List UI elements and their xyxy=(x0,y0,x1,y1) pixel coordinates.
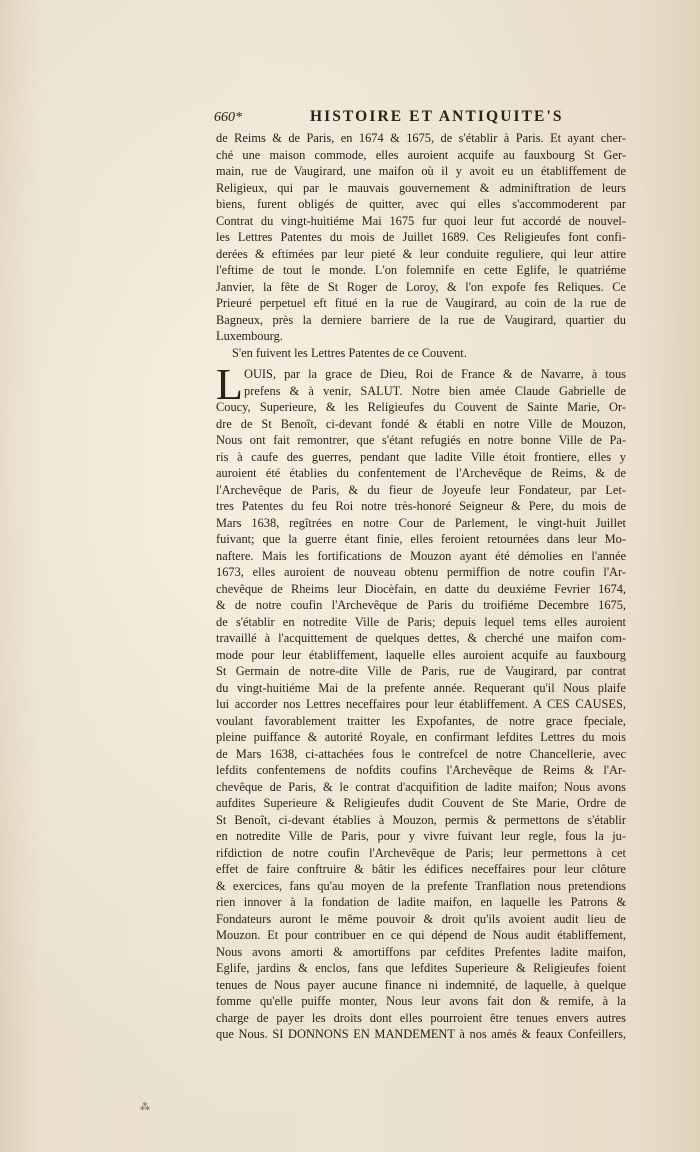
text-line: Janvier, la fête de St Roger de Loroy, & l'on expofe fes Reliques. Ce xyxy=(216,279,626,294)
text-line: tenues de Nous payer aucune finance ni indemnité, de laquelle, à quelque xyxy=(216,977,626,992)
text-line: naftere. Mais les fortifications de Mouzon ayant été démolies en l'année xyxy=(216,548,626,563)
text-line: fuivant; que la guerre étant finie, elles feroient retournées dans leur Mo- xyxy=(216,532,626,546)
text-line: Eglife, jardins & enclos, fans que lefdites Superieure & Religieufes foient xyxy=(216,961,626,975)
page-smudge: ⁂ xyxy=(140,1102,152,1113)
drop-cap-lines xyxy=(216,366,626,399)
text-line: que Nous. SI DONNONS EN MANDEMENT à nos amés & feaux Confeillers, xyxy=(216,1027,626,1041)
text-line: effet de faire conftruire & bâtir les édifices neceffaires pour leur clôture xyxy=(216,862,626,876)
text-line: fomme qu'elle puiffe monter, Nous leur avons fait don & remife, à la xyxy=(216,994,626,1008)
text-line: OUIS, par la grace de Dieu, Roi de France & de Navarre, à tous xyxy=(244,367,626,381)
text-line: aufdites Superieure & Religieufes dudit Couvent de Ste Marie, Ordre de xyxy=(216,796,626,810)
text-line: de s'établir en notredite Ville de Paris; depuis lequel tems elles auroient xyxy=(216,614,626,629)
text-line: biens, furent obligés de quitter, avec qui elles s'accommoderent par xyxy=(216,197,626,211)
text-line: Fondateurs auront le même pouvoir & droit qu'ils avoient audit lieu de xyxy=(216,911,626,926)
text-line: de Reims & de Paris, en 1674 & 1675, de s'établir à Paris. Et ayant cher- xyxy=(216,131,626,145)
text-line: Prieuré perpetuel eft fitué en la rue de Vaugirard, au coin de la rue de xyxy=(216,296,626,310)
text-line: rien innover à la fondation de ladite maifon, en laquelle les Patrons & xyxy=(216,895,626,909)
letters-paragraph xyxy=(216,399,626,1043)
text-line: travaillé à l'acquittement de quelques dettes, & cherché une maifon com- xyxy=(216,631,626,645)
text-line: voulant favorablement traitter les Expofantes, de notre grace fpeciale, xyxy=(216,713,626,728)
drop-cap: L xyxy=(216,360,243,409)
text-line: Nous ont fait remontrer, que s'étant refugiés en notre bonne Ville de Pa- xyxy=(216,433,626,447)
text-line: 1673, elles auroient de nouveau obtenu permiffion de notre coufin l'Ar- xyxy=(216,565,626,579)
lead-in-line: S'en fuivent les Lettres Patentes de ce Couvent. xyxy=(232,345,467,360)
text-line: Mouzon. Et pour contribuer en ce qui dépend de Nous audit établiffement, xyxy=(216,928,626,942)
text-line: chevêque de Paris, & le contrat d'acquifition de ladite maifon; Nous avons xyxy=(216,779,626,794)
text-line: Bagneux, près la derniere barriere de la rue de Vaugirard, quartier du xyxy=(216,312,626,327)
text-line: & de notre coufin l'Archevêque de Paris du troifiéme Decembre 1675, xyxy=(216,598,626,612)
text-line: de Mars 1638, ci-attachées fous le contrefcel de notre Chancellerie, avec xyxy=(216,746,626,761)
text-line: St Germain de notre-dite Ville de Paris, rue de Vaugirard, par contrat xyxy=(216,664,626,678)
intro-paragraph xyxy=(216,130,626,345)
text-line: les Lettres Patentes du mois de Juillet 1689. Ces Religieufes font confi- xyxy=(216,230,626,244)
text-line: prefens & à venir, SALUT. Notre bien amée Claude Gabrielle de xyxy=(244,383,626,398)
text-line: l'eftime de tout le monde. L'on folemnife en cette Eglife, le quatriéme xyxy=(216,263,626,277)
text-line: main, rue de Vaugirard, une maifon où il y avoit eu un établiffement de xyxy=(216,164,626,178)
text-line: ché une maison commode, elles auroient acquife au fauxbourg St Ger- xyxy=(216,147,626,162)
text-line: Coucy, Superieure, & les Religieufes du Couvent de Sainte Marie, Or- xyxy=(216,400,626,414)
text-line: lefdits confentemens de nofdits coufins l'Archevêque de Reims & l'Ar- xyxy=(216,763,626,777)
text-line: Religieux, qui par le mauvais gouvernement & adminiftration de leurs xyxy=(216,180,626,195)
letters-patent xyxy=(216,360,626,1043)
running-title: HISTOIRE ET ANTIQUITE'S xyxy=(310,108,564,125)
text-line: en notredite Ville de Paris, pour y vivre fuivant leur regle, fous la ju- xyxy=(216,829,626,843)
text-line: & exercices, fans qu'au moyen de la prefente Tranflation nous pretendions xyxy=(216,878,626,893)
text-line: mode pour leur établiffement, laquelle elles auroient acquife au fauxbourg xyxy=(216,647,626,662)
text-line: Nous avons amorti & amortiffons par cefdites Prefentes ladite maifon, xyxy=(216,944,626,959)
text-line: auroient été établies du confentement de l'Archevêque de Reims, & de xyxy=(216,466,626,480)
text-line: chevêque de Rheims leur Diocèfain, en datte du deuxiéme Fevrier 1674, xyxy=(216,581,626,596)
text-line: rifdiction de notre coufin l'Archevêque de Paris; leur permettons à cet xyxy=(216,845,626,860)
text-line: derées & eftimées par leur pieté & leur conduite reguliere, qui leur attire xyxy=(216,246,626,261)
text-line: Contrat du vingt-huitiéme Mai 1675 fur quoi leur fut accordé de nouvel- xyxy=(216,213,626,228)
text-line: Mars 1638, regîtrées en notre Cour de Parlement, le vingt-huit Juillet xyxy=(216,515,626,530)
text-line: tres Patentes du feu Roi notre très-honoré Seigneur & Pere, du mois de xyxy=(216,499,626,513)
text-line: ris à caufe des guerres, pendant que ladite Ville étoit frontiere, elles y xyxy=(216,449,626,464)
page-number: 660* xyxy=(214,110,242,125)
text-line: du vingt-huitiéme Mai de la prefente année. Requerant qu'il Nous plaife xyxy=(216,680,626,695)
text-line: lui accorder nos Lettres neceffaires pour leur établiffement. A CES CAUSES, xyxy=(216,697,626,711)
text-line: charge de payer les droits dont elles pourroient être tenues envers autres xyxy=(216,1010,626,1025)
text-line: dre de St Benoît, ci-devant fondé & établi en notre Ville de Mouzon, xyxy=(216,416,626,431)
text-line: pleine puiffance & autorité Royale, en confirmant lefdites Lettres du mois xyxy=(216,730,626,744)
text-line: Luxembourg. xyxy=(216,329,283,343)
text-line: l'Archevêque de Paris, & du fieur de Joyeufe leur Fondateur, par Let- xyxy=(216,482,626,497)
text-line: St Benoît, ci-devant établies à Mouzon, permis & permettons de s'établir xyxy=(216,812,626,827)
running-head xyxy=(214,108,628,128)
body-text xyxy=(216,130,626,1043)
